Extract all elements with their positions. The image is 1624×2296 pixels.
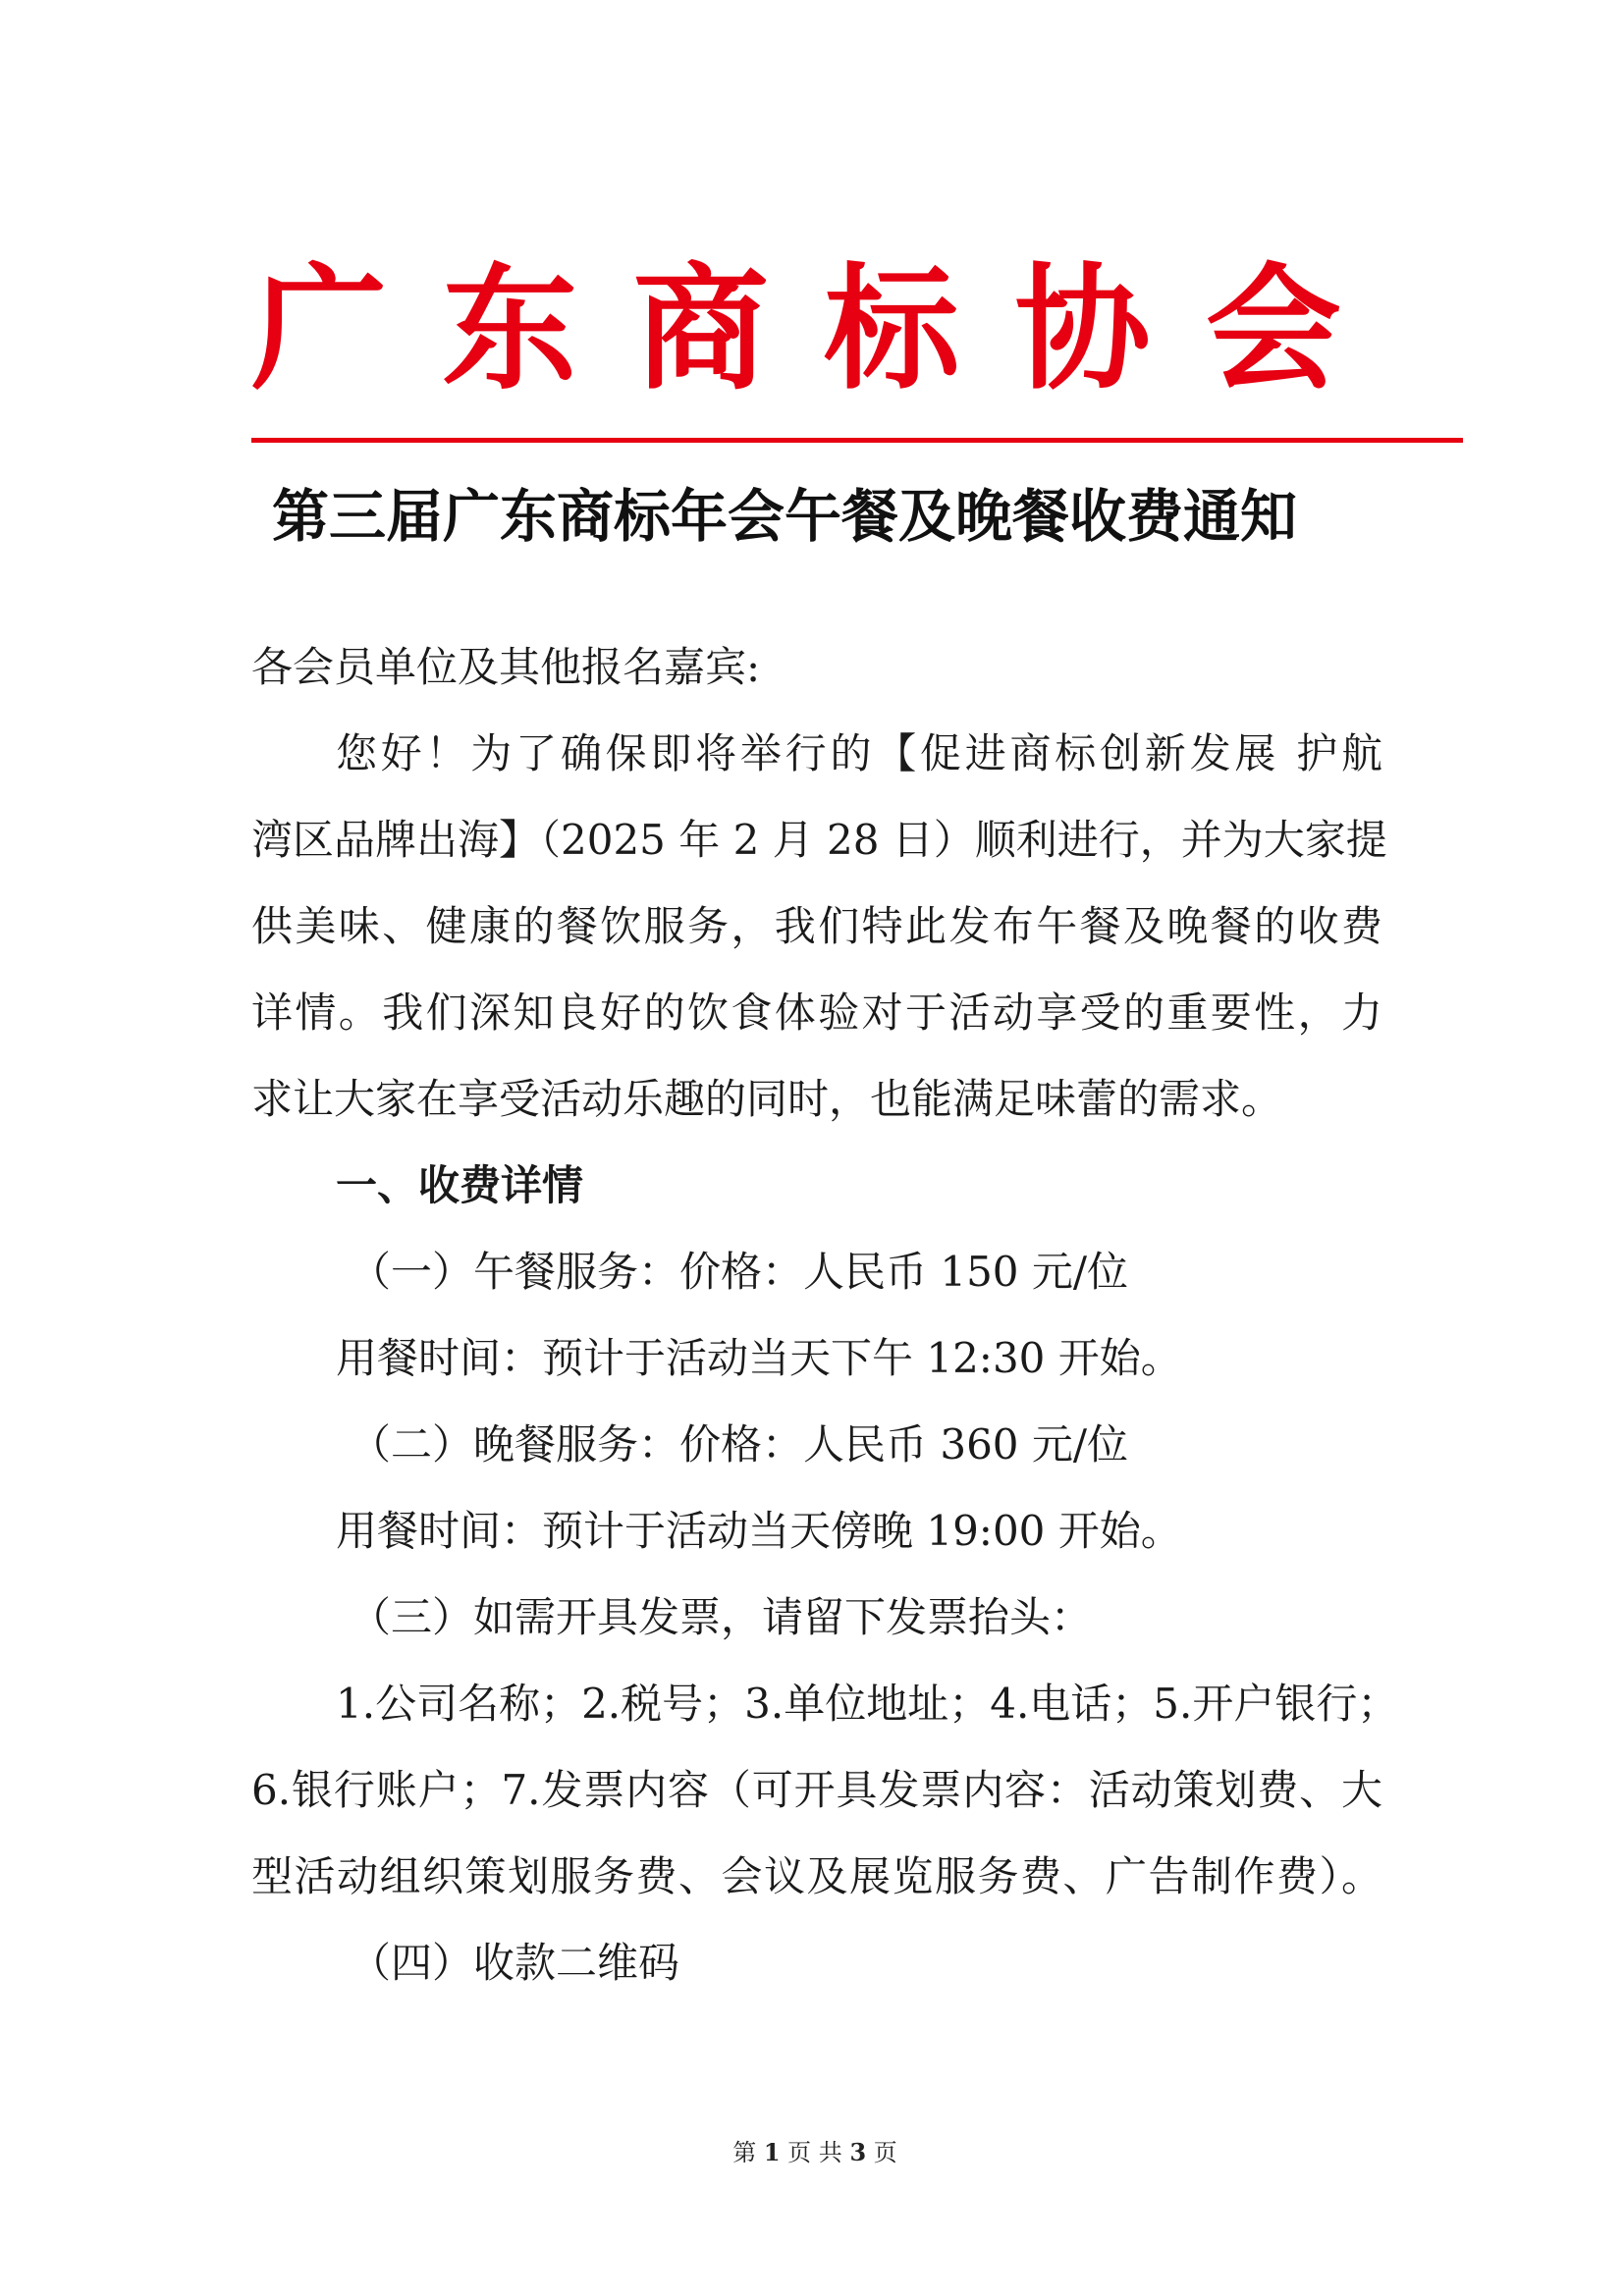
invoice-heading: （三）如需开具发票，请留下发票抬头： <box>350 1593 1093 1641</box>
intro-line-3: 供美味、健康的餐饮服务，我们特此发布午餐及晚餐的收费 <box>251 902 1382 950</box>
footer-mid: 页 共 <box>787 2139 842 2166</box>
footer-prefix: 第 <box>732 2139 757 2166</box>
intro-line-1: 您好！为了确保即将举行的【促进商标创新发展 护航 <box>336 729 1382 777</box>
letterhead-char: 广 <box>251 248 388 408</box>
intro-line-5: 求让大家在享受活动乐趣的同时，也能满足味蕾的需求。 <box>251 1075 1283 1123</box>
letterhead-char: 会 <box>1205 248 1341 408</box>
dinner-time: 用餐时间：预计于活动当天傍晚 19:00 开始。 <box>336 1507 1182 1555</box>
document-title: 第三届广东商标年会午餐及晚餐收费通知 <box>272 483 1298 550</box>
lunch-time: 用餐时间：预计于活动当天下午 12:30 开始。 <box>336 1334 1182 1382</box>
footer-total-pages: 3 <box>849 2138 867 2166</box>
salutation: 各会员单位及其他报名嘉宾: <box>251 643 761 691</box>
invoice-line-1: 1.公司名称；2.税号；3.单位地址；4.电话；5.开户银行； <box>336 1680 1399 1728</box>
letterhead-divider <box>251 438 1463 443</box>
letterhead <box>251 250 1341 407</box>
letterhead-char: 东 <box>442 248 578 408</box>
letterhead-char: 协 <box>1014 248 1151 408</box>
letterhead-char: 商 <box>632 248 769 408</box>
dinner-price: （二）晚餐服务：价格：人民币 360 元/位 <box>350 1420 1129 1468</box>
lunch-price: （一）午餐服务：价格：人民币 150 元/位 <box>350 1248 1129 1296</box>
footer-suffix: 页 <box>873 2139 897 2166</box>
intro-line-2: 湾区品牌出海】（2025 年 2 月 28 日）顺利进行，并为大家提 <box>251 816 1387 864</box>
intro-line-4: 详情。我们深知良好的饮食体验对于活动享受的重要性，力 <box>251 988 1382 1037</box>
invoice-line-2: 6.银行账户；7.发票内容（可开具发票内容：活动策划费、大 <box>251 1766 1382 1814</box>
section-heading-fees: 一、收费详情 <box>336 1161 584 1209</box>
letterhead-char: 标 <box>824 248 960 408</box>
page-footer <box>687 2136 943 2169</box>
footer-page-number: 1 <box>763 2138 781 2166</box>
qr-code-heading: （四）收款二维码 <box>350 1939 680 1987</box>
invoice-line-3: 型活动组织策划服务费、会议及展览服务费、广告制作费）。 <box>251 1852 1382 1900</box>
